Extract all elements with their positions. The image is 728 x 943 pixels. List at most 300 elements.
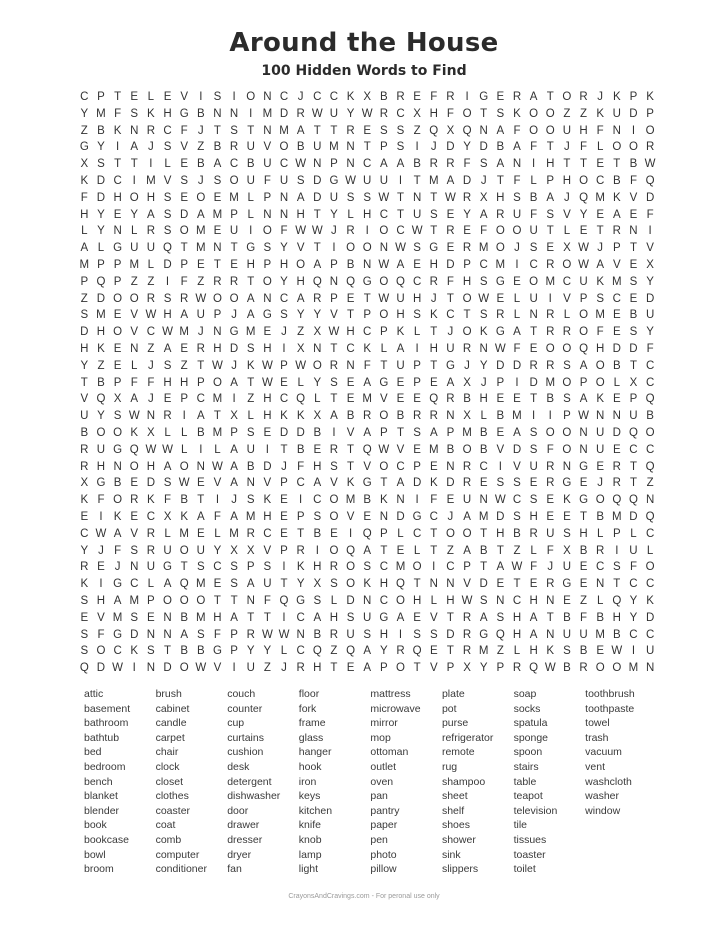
grid-cell[interactable]: T	[480, 107, 488, 120]
grid-cell[interactable]: O	[462, 527, 472, 540]
grid-cell[interactable]: U	[396, 359, 405, 372]
grid-cell[interactable]: I	[199, 443, 203, 456]
grid-cell[interactable]: Q	[645, 393, 655, 406]
grid-cell[interactable]: T	[446, 292, 454, 305]
grid-cell[interactable]: D	[279, 107, 289, 120]
grid-cell[interactable]: X	[563, 544, 571, 557]
grid-cell[interactable]: E	[596, 208, 605, 221]
grid-cell[interactable]: K	[147, 107, 155, 120]
grid-cell[interactable]: J	[297, 91, 304, 103]
grid-cell[interactable]: T	[197, 494, 205, 507]
grid-cell[interactable]: Q	[429, 124, 439, 137]
grid-cell[interactable]: G	[495, 326, 505, 339]
grid-cell[interactable]: E	[579, 477, 588, 490]
grid-cell[interactable]: K	[113, 124, 122, 137]
grid-cell[interactable]: A	[230, 611, 238, 624]
grid-cell[interactable]: T	[280, 443, 288, 456]
grid-cell[interactable]: T	[496, 174, 504, 187]
grid-cell[interactable]: W	[611, 645, 623, 658]
grid-cell[interactable]: T	[164, 645, 172, 658]
grid-cell[interactable]: V	[80, 393, 89, 406]
grid-cell[interactable]: Q	[645, 460, 655, 473]
grid-cell[interactable]: H	[263, 342, 272, 355]
grid-cell[interactable]: R	[229, 275, 239, 288]
grid-cell[interactable]: T	[496, 544, 504, 557]
grid-cell[interactable]: Q	[429, 393, 439, 406]
grid-cell[interactable]: H	[80, 342, 89, 355]
grid-cell[interactable]: N	[645, 494, 655, 507]
grid-cell[interactable]: I	[232, 662, 236, 675]
grid-cell[interactable]: M	[478, 645, 489, 658]
grid-cell[interactable]: P	[230, 208, 238, 221]
grid-cell[interactable]: B	[313, 628, 322, 641]
grid-cell[interactable]: O	[562, 426, 572, 439]
grid-cell[interactable]: A	[463, 510, 471, 523]
grid-cell[interactable]: U	[363, 174, 372, 187]
grid-cell[interactable]: K	[263, 494, 272, 507]
grid-cell[interactable]: S	[529, 242, 538, 255]
grid-cell[interactable]: H	[263, 393, 272, 406]
grid-cell[interactable]: V	[180, 141, 188, 154]
grid-cell[interactable]: Z	[580, 594, 588, 607]
grid-cell[interactable]: H	[313, 561, 322, 574]
grid-cell[interactable]: A	[130, 393, 139, 406]
grid-cell[interactable]: S	[180, 174, 188, 187]
grid-cell[interactable]: R	[329, 443, 339, 456]
grid-cell[interactable]: D	[446, 258, 455, 271]
grid-cell[interactable]: B	[180, 611, 188, 624]
grid-cell[interactable]: G	[479, 91, 489, 103]
grid-cell[interactable]: J	[281, 326, 287, 339]
grid-cell[interactable]: R	[429, 410, 438, 423]
grid-cell[interactable]: N	[146, 628, 156, 641]
grid-cell[interactable]: M	[595, 191, 605, 204]
grid-cell[interactable]: T	[213, 410, 221, 423]
grid-cell[interactable]: W	[345, 174, 356, 187]
grid-cell[interactable]: U	[579, 275, 588, 288]
grid-cell[interactable]: R	[412, 410, 422, 423]
grid-cell[interactable]: A	[596, 258, 605, 271]
grid-cell[interactable]: J	[231, 494, 237, 507]
grid-cell[interactable]: F	[80, 191, 88, 204]
grid-cell[interactable]: C	[313, 494, 322, 507]
grid-cell[interactable]: W	[295, 158, 307, 171]
grid-cell[interactable]: E	[496, 292, 505, 305]
grid-cell[interactable]: J	[281, 460, 287, 473]
grid-cell[interactable]: C	[645, 443, 655, 456]
grid-cell[interactable]: I	[215, 494, 220, 507]
grid-cell[interactable]: M	[179, 527, 189, 540]
grid-cell[interactable]: Y	[97, 410, 105, 423]
grid-cell[interactable]: C	[645, 527, 655, 540]
grid-cell[interactable]: M	[279, 124, 289, 137]
grid-cell[interactable]: A	[429, 426, 438, 439]
grid-cell[interactable]: Q	[495, 628, 505, 641]
grid-cell[interactable]: C	[446, 309, 455, 322]
grid-cell[interactable]: D	[612, 342, 621, 355]
grid-cell[interactable]: O	[113, 326, 123, 339]
grid-cell[interactable]: D	[496, 359, 505, 372]
grid-cell[interactable]: I	[182, 410, 186, 423]
grid-cell[interactable]: D	[163, 662, 172, 675]
grid-cell[interactable]: N	[446, 410, 455, 423]
grid-cell[interactable]: L	[413, 544, 421, 557]
grid-cell[interactable]: U	[629, 544, 638, 557]
grid-cell[interactable]: B	[296, 443, 305, 456]
grid-cell[interactable]: I	[249, 225, 253, 238]
grid-cell[interactable]: T	[396, 191, 404, 204]
grid-cell[interactable]: W	[378, 258, 390, 271]
grid-cell[interactable]: S	[563, 359, 571, 372]
grid-cell[interactable]: W	[212, 460, 223, 473]
grid-cell[interactable]: A	[196, 410, 205, 423]
grid-cell[interactable]: B	[496, 141, 505, 154]
grid-cell[interactable]: C	[446, 561, 455, 574]
grid-cell[interactable]: M	[229, 191, 239, 204]
grid-cell[interactable]: S	[130, 544, 139, 557]
grid-cell[interactable]: E	[579, 561, 588, 574]
grid-cell[interactable]: V	[130, 309, 139, 322]
grid-cell[interactable]: C	[512, 594, 522, 607]
grid-cell[interactable]: O	[579, 326, 589, 339]
grid-cell[interactable]: S	[479, 158, 488, 171]
grid-cell[interactable]: C	[296, 611, 305, 624]
grid-cell[interactable]: T	[563, 158, 571, 171]
grid-cell[interactable]: T	[396, 426, 404, 439]
grid-cell[interactable]: B	[246, 460, 255, 473]
grid-cell[interactable]: J	[597, 91, 604, 103]
grid-cell[interactable]: P	[463, 258, 471, 271]
grid-cell[interactable]: K	[563, 494, 571, 507]
grid-cell[interactable]: G	[379, 376, 389, 389]
grid-cell[interactable]: Q	[362, 443, 372, 456]
grid-cell[interactable]: A	[113, 527, 122, 540]
grid-cell[interactable]: O	[495, 242, 505, 255]
grid-cell[interactable]: O	[362, 242, 372, 255]
grid-cell[interactable]: S	[246, 342, 255, 355]
grid-cell[interactable]: P	[579, 376, 588, 389]
grid-cell[interactable]: A	[529, 628, 538, 641]
grid-cell[interactable]: H	[180, 376, 189, 389]
grid-cell[interactable]: J	[430, 141, 437, 154]
grid-cell[interactable]: H	[512, 628, 522, 641]
grid-cell[interactable]: R	[180, 292, 189, 305]
grid-cell[interactable]: E	[346, 662, 355, 675]
grid-cell[interactable]: E	[513, 393, 521, 406]
grid-cell[interactable]: D	[446, 141, 455, 154]
grid-cell[interactable]: Q	[628, 494, 638, 507]
grid-cell[interactable]: U	[596, 443, 605, 456]
grid-cell[interactable]: J	[547, 561, 554, 574]
grid-cell[interactable]: I	[398, 174, 403, 187]
grid-cell[interactable]: B	[563, 611, 571, 624]
grid-cell[interactable]: A	[296, 124, 305, 137]
grid-cell[interactable]: F	[530, 561, 538, 574]
grid-cell[interactable]: S	[246, 494, 255, 507]
grid-cell[interactable]: M	[196, 225, 206, 238]
grid-cell[interactable]: Y	[97, 208, 105, 221]
grid-cell[interactable]: C	[313, 91, 322, 103]
grid-cell[interactable]: L	[613, 376, 621, 389]
grid-cell[interactable]: S	[612, 561, 621, 574]
grid-cell[interactable]: O	[462, 107, 472, 120]
grid-cell[interactable]: C	[229, 158, 239, 171]
grid-cell[interactable]: L	[280, 645, 288, 658]
grid-cell[interactable]: M	[495, 258, 506, 271]
grid-cell[interactable]: O	[129, 292, 139, 305]
grid-cell[interactable]: K	[280, 410, 288, 423]
grid-cell[interactable]: H	[363, 208, 372, 221]
grid-cell[interactable]: W	[328, 326, 340, 339]
grid-cell[interactable]: P	[330, 158, 338, 171]
grid-cell[interactable]: U	[645, 645, 655, 658]
grid-cell[interactable]: B	[313, 527, 322, 540]
grid-cell[interactable]: E	[496, 578, 505, 591]
grid-cell[interactable]: O	[262, 225, 272, 238]
grid-cell[interactable]: G	[113, 578, 123, 591]
grid-cell[interactable]: E	[413, 91, 421, 103]
grid-cell[interactable]: I	[332, 426, 336, 439]
grid-cell[interactable]: B	[463, 393, 471, 406]
grid-cell[interactable]: H	[529, 645, 538, 658]
grid-cell[interactable]: K	[363, 578, 372, 591]
grid-cell[interactable]: O	[562, 376, 572, 389]
grid-cell[interactable]: Y	[80, 544, 89, 557]
grid-cell[interactable]: H	[96, 326, 106, 339]
grid-cell[interactable]: E	[213, 191, 222, 204]
grid-cell[interactable]: I	[548, 410, 552, 423]
grid-cell[interactable]: W	[195, 662, 207, 675]
grid-cell[interactable]: C	[163, 124, 172, 137]
grid-cell[interactable]: O	[113, 494, 123, 507]
grid-cell[interactable]: F	[430, 91, 438, 103]
grid-cell[interactable]: S	[80, 628, 89, 641]
grid-cell[interactable]: P	[147, 594, 155, 607]
grid-cell[interactable]: L	[180, 426, 188, 439]
grid-cell[interactable]: V	[429, 662, 438, 675]
grid-cell[interactable]: I	[631, 645, 636, 658]
grid-cell[interactable]: C	[113, 174, 122, 187]
grid-cell[interactable]: U	[313, 141, 322, 154]
grid-cell[interactable]: X	[80, 158, 89, 171]
grid-cell[interactable]: L	[480, 410, 487, 423]
grid-cell[interactable]: D	[263, 460, 272, 473]
grid-cell[interactable]: M	[129, 594, 140, 607]
grid-cell[interactable]: Q	[346, 544, 356, 557]
grid-cell[interactable]: Z	[413, 124, 421, 137]
grid-cell[interactable]: T	[629, 242, 637, 255]
grid-cell[interactable]: E	[496, 91, 505, 103]
grid-cell[interactable]: U	[96, 443, 106, 456]
grid-cell[interactable]: L	[164, 426, 171, 439]
grid-cell[interactable]: N	[146, 662, 156, 675]
grid-cell[interactable]: O	[462, 326, 472, 339]
grid-cell[interactable]: S	[280, 309, 288, 322]
grid-cell[interactable]: A	[230, 510, 238, 523]
grid-cell[interactable]: A	[363, 662, 372, 675]
grid-cell[interactable]: F	[596, 326, 604, 339]
grid-cell[interactable]: W	[444, 191, 456, 204]
grid-cell[interactable]: K	[130, 645, 139, 658]
grid-cell[interactable]: X	[446, 124, 455, 137]
grid-cell[interactable]: U	[263, 578, 272, 591]
grid-cell[interactable]: G	[329, 174, 339, 187]
grid-cell[interactable]: S	[113, 410, 122, 423]
grid-cell[interactable]: T	[213, 258, 221, 271]
grid-cell[interactable]: H	[496, 527, 505, 540]
grid-cell[interactable]: S	[80, 309, 89, 322]
grid-cell[interactable]: K	[147, 494, 155, 507]
grid-cell[interactable]: L	[214, 527, 221, 540]
grid-cell[interactable]: O	[113, 426, 123, 439]
grid-cell[interactable]: D	[446, 477, 455, 490]
grid-cell[interactable]: R	[596, 544, 605, 557]
grid-cell[interactable]: A	[230, 460, 238, 473]
grid-cell[interactable]: T	[363, 292, 371, 305]
grid-cell[interactable]: C	[412, 275, 422, 288]
grid-cell[interactable]: N	[479, 342, 488, 355]
grid-cell[interactable]: A	[463, 544, 471, 557]
grid-cell[interactable]: Z	[80, 124, 88, 137]
grid-cell[interactable]: R	[612, 460, 621, 473]
grid-cell[interactable]: Q	[362, 527, 372, 540]
grid-cell[interactable]: C	[596, 561, 605, 574]
grid-cell[interactable]: E	[629, 292, 638, 305]
grid-cell[interactable]: S	[629, 275, 638, 288]
grid-cell[interactable]: I	[199, 91, 203, 103]
grid-cell[interactable]: B	[413, 158, 421, 171]
grid-cell[interactable]: V	[563, 208, 571, 221]
grid-cell[interactable]: R	[612, 477, 621, 490]
grid-cell[interactable]: T	[380, 359, 388, 372]
grid-cell[interactable]: P	[230, 426, 238, 439]
grid-cell[interactable]: S	[230, 561, 238, 574]
grid-cell[interactable]: Q	[612, 494, 622, 507]
grid-cell[interactable]: T	[580, 510, 588, 523]
grid-cell[interactable]: R	[246, 628, 255, 641]
grid-cell[interactable]: V	[130, 527, 139, 540]
grid-cell[interactable]: T	[380, 544, 388, 557]
grid-cell[interactable]: T	[114, 158, 122, 171]
grid-cell[interactable]: R	[429, 275, 438, 288]
grid-cell[interactable]: R	[446, 91, 455, 103]
grid-cell[interactable]: N	[596, 578, 605, 591]
grid-cell[interactable]: W	[378, 191, 390, 204]
grid-cell[interactable]: Y	[280, 242, 288, 255]
grid-cell[interactable]: A	[496, 561, 505, 574]
grid-cell[interactable]: D	[462, 174, 472, 187]
grid-cell[interactable]: R	[546, 477, 555, 490]
grid-cell[interactable]: N	[113, 460, 122, 473]
grid-cell[interactable]: V	[330, 477, 338, 490]
grid-cell[interactable]: T	[313, 124, 321, 137]
grid-cell[interactable]: T	[613, 158, 621, 171]
grid-cell[interactable]: D	[180, 208, 189, 221]
grid-cell[interactable]: E	[330, 527, 338, 540]
grid-cell[interactable]: E	[130, 91, 139, 103]
grid-cell[interactable]: D	[496, 510, 505, 523]
grid-cell[interactable]: R	[512, 662, 522, 675]
grid-cell[interactable]: O	[545, 426, 555, 439]
grid-cell[interactable]: T	[629, 460, 637, 473]
grid-cell[interactable]: K	[646, 91, 654, 103]
grid-cell[interactable]: E	[213, 225, 222, 238]
grid-cell[interactable]: T	[430, 359, 438, 372]
grid-cell[interactable]: K	[130, 426, 139, 439]
grid-cell[interactable]: C	[396, 225, 405, 238]
grid-cell[interactable]: H	[146, 191, 156, 204]
grid-cell[interactable]: A	[446, 174, 455, 187]
grid-cell[interactable]: T	[313, 242, 321, 255]
grid-cell[interactable]: C	[346, 342, 355, 355]
grid-cell[interactable]: S	[196, 561, 205, 574]
grid-cell[interactable]: A	[363, 376, 372, 389]
grid-cell[interactable]: F	[463, 158, 471, 171]
grid-cell[interactable]: J	[480, 174, 487, 187]
grid-cell[interactable]: Q	[529, 662, 539, 675]
grid-cell[interactable]: B	[596, 510, 605, 523]
grid-cell[interactable]: Y	[80, 107, 89, 120]
grid-cell[interactable]: T	[413, 578, 421, 591]
grid-cell[interactable]: H	[596, 342, 605, 355]
grid-cell[interactable]: M	[545, 376, 556, 389]
grid-cell[interactable]: X	[113, 393, 122, 406]
grid-cell[interactable]: H	[163, 107, 172, 120]
grid-cell[interactable]: R	[329, 628, 339, 641]
grid-cell[interactable]: M	[129, 258, 140, 271]
grid-cell[interactable]: F	[180, 124, 188, 137]
grid-cell[interactable]: H	[546, 158, 555, 171]
grid-cell[interactable]: D	[313, 174, 322, 187]
grid-cell[interactable]: R	[496, 309, 505, 322]
grid-cell[interactable]: S	[80, 645, 89, 658]
grid-cell[interactable]: C	[629, 628, 638, 641]
grid-cell[interactable]: Y	[246, 645, 255, 658]
grid-cell[interactable]: V	[296, 242, 305, 255]
grid-cell[interactable]: U	[562, 628, 572, 641]
grid-cell[interactable]: W	[494, 494, 506, 507]
grid-cell[interactable]: B	[196, 426, 205, 439]
grid-cell[interactable]: H	[529, 594, 538, 607]
grid-cell[interactable]: W	[544, 662, 556, 675]
grid-cell[interactable]: Z	[197, 275, 205, 288]
grid-cell[interactable]: S	[529, 494, 538, 507]
grid-cell[interactable]: P	[330, 292, 338, 305]
grid-cell[interactable]: N	[246, 477, 255, 490]
grid-cell[interactable]: H	[146, 460, 156, 473]
grid-cell[interactable]: O	[179, 594, 189, 607]
grid-cell[interactable]: V	[346, 510, 355, 523]
grid-cell[interactable]: T	[180, 242, 188, 255]
grid-cell[interactable]: W	[145, 309, 157, 322]
grid-cell[interactable]: N	[313, 158, 322, 171]
grid-cell[interactable]: R	[146, 225, 156, 238]
grid-cell[interactable]: V	[563, 292, 571, 305]
grid-cell[interactable]: X	[479, 191, 488, 204]
grid-cell[interactable]: W	[361, 107, 373, 120]
grid-cell[interactable]: H	[412, 594, 422, 607]
grid-cell[interactable]: R	[80, 561, 89, 574]
grid-cell[interactable]: S	[163, 292, 172, 305]
grid-cell[interactable]: T	[247, 275, 255, 288]
grid-cell[interactable]: M	[146, 174, 156, 187]
grid-cell[interactable]: L	[530, 174, 537, 187]
grid-cell[interactable]: S	[163, 477, 172, 490]
grid-cell[interactable]: S	[563, 645, 571, 658]
grid-cell[interactable]: F	[546, 443, 554, 456]
grid-cell[interactable]: L	[164, 158, 171, 171]
grid-cell[interactable]: A	[579, 359, 588, 372]
